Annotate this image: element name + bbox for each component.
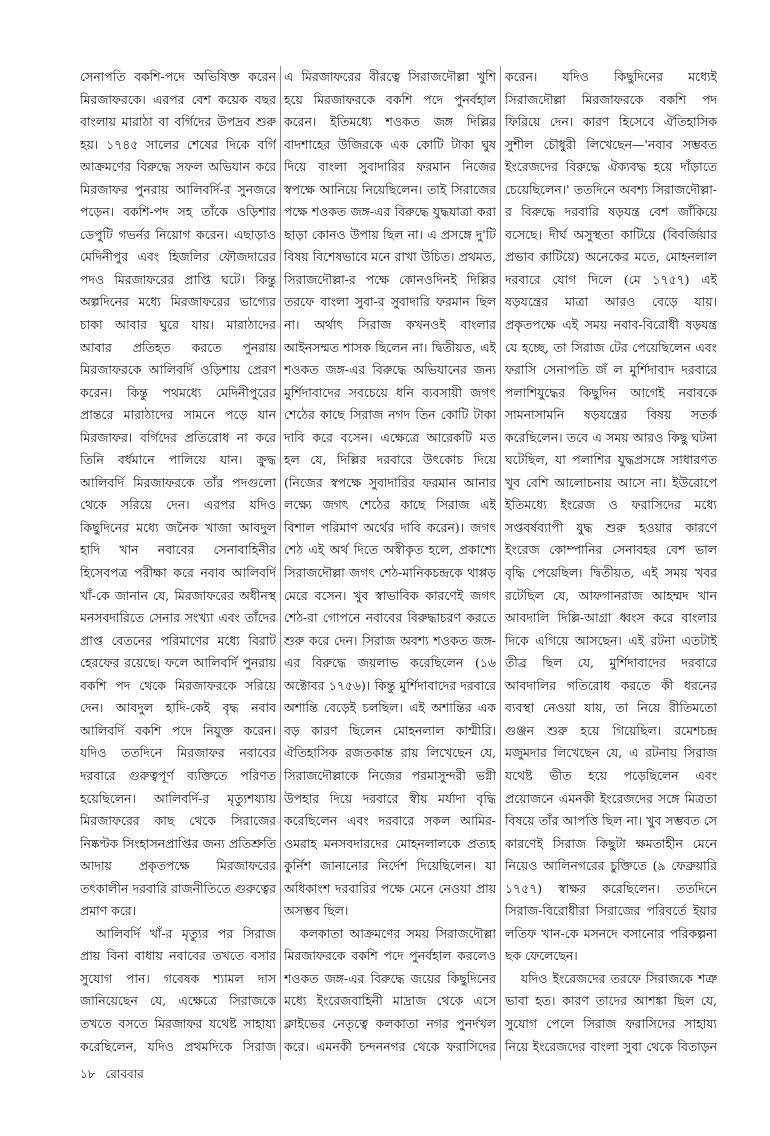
paragraph: এ মিরজাফরের বীরত্বে সিরাজদৌল্লা খুশি হয়ে মিরজাফরকে বকশি পদে পুনর্বহাল করেন। ইতিমধ্যে শওকত জঙ্গ দিল্লির বাদশাহের উজিরকে এক কোটি টাকা ঘুষ দিয়ে বাংলা সুবাদারির ফরমান নিজের স্বপক্ষে আনিয়ে নিয়েছিলেন। তাই সিরাজের পক্ষে শওকত জঙ্গ-এর বিরুদ্ধে যুদ্ধযাত্রা করা ছাড়া কোনও উপায় ছিল না। এ প্রসঙ্গে দু'টি বিষয় বিশেষভাবে মনে রাখা উচিত। প্রথমত, সিরাজদৌল্লা-র পক্ষে কোনওদিনই দিল্লির তরফে বাংলা সুবা-র সুবাদারি ফরমান ছিল না। অর্থাৎ সিরাজ কখনওই বাংলার আইনসম্মত শাসক ছিলেন না। দ্বিতীয়ত, এই শওকত জঙ্গ-এর বিরুদ্ধে অভিযানের জন্য মুর্শিদাবাদের সবচেয়ে ধনি ব্যবসায়ী জগৎ শেঠের কাছে সিরাজ নগদ তিন কোটি টাকা দাবি করে বসেন। এক্ষেত্রে আরেকটি মত হল যে, দিল্লির দরবারে উৎকোচ দিয়ে (নিজের স্বপক্ষে সুবাদারির ফরমান আনার লক্ষ্যে জগৎ শেঠের কাছে সিরাজ এই বিশাল পরিমাণ অর্থের দাবি করেন)। জগৎ শেঠ এই অর্থ দিতে অস্বীকৃত হলে, প্রকাশ্যে সিরাজদৌল্লা জগৎ শেঠ-মানিকচন্দ্রকে থাপ্পড় মেরে বসেন। খুব স্বাভাবিক কারণেই জগৎ শেঠ-রা গোপনে নবাবের বিরুদ্ধাচরণ করতে শুরু করে দেন। সিরাজ অবশ্য শওকত জঙ্গ-এর বিরুদ্ধে জয়লাভ করেছিলেন (১৬ অক্টোবর ১৭৫৬)। কিন্তু মুর্শিদাবাদের দরবারে অশান্তি বেড়েই চলছিল। এই অশান্তির এক বড় কারণ ছিলেন মোহনলাল কাশ্মীরি। ঐতিহাসিক রজতকান্ত রায় লিখেছেন যে, সিরাজদৌল্লাকে নিজের পরমাসুন্দরী ভগ্নী উপহার দিয়ে দরবারে স্বীয় মর্যাদা বৃদ্ধি করেছিলেন এবং দরবারে সকল আমির-ওমরাহ মনসবদারদের মোহনলালকে প্রত্যহ কুর্নিশ জানানোর নির্দেশ দিয়েছিলেন। যা অধিকাংশ দরবারির পক্ষে মেনে নেওয়া প্রায় অসম্ভব ছিল। xyxy=(284,69,496,919)
page-number: ১৮ xyxy=(80,1067,96,1081)
paragraph: করেন। যদিও কিছুদিনের মধ্যেই সিরাজদৌল্লা মিরজাফরকে বকশি পদ ফিরিয়ে দেন। কারণ হিসেবে ঐতিহাসিক সুশীল চৌধুরী লিখেছেন—'নবাব সম্ভবত ইংরেজদের বিরুদ্ধে ঐক্যবদ্ধ হয়ে দাঁড়াতে চেয়েছিলেন।' ততদিনে অবশ্য সিরাজদৌল্লা-র বিরুদ্ধে দরবারি ষড়যন্ত্র বেশ জাঁকিয়ে বসেছে। দীর্ঘ অসুস্থতা কাটিয়ে (বিবর্জিয়ার প্রভাব কাটিয়ে) অনেকের মতে, মোহনলাল দরবারে যোগ দিলে (মে ১৭৫৭) এই ষড়যন্ত্রের মাত্রা আরও বেড়ে যায়। প্রকৃতপক্ষে এই সময় নবাব-বিরোধী ষড়যন্ত্র যে হচ্ছে, তা সিরাজ টের পেয়েছিলেন এবং ফরাসি সেনাপতি জঁ ল মুর্শিদাবাদ দরবারে পলাশিযুদ্ধের কিছুদিন আগেই নবাবকে সামনাসামনি ষড়যন্ত্রের বিষয় সতর্ক করেছিলেন। তবে এ সময় আরও কিছু ঘটনা ঘটেছিল, যা পলাশির যুদ্ধপ্রসঙ্গে সাধারণত খুব বেশি আলোচনায় আসে না। ইউরোপে ইতিমধ্যে ইংরেজ ও ফরাসিদের মধ্যে সপ্তবর্ষব্যাপী যুদ্ধ শুরু হওয়ার কারণে ইংরেজ কোম্পানির সেনাবহর বেশ ভাল বৃদ্ধি পেয়েছিল। দ্বিতীয়ত, এই সময় খবর রটেছিল যে, আফগানরাজ আহম্মদ খান আবদালি দিল্লি-আগ্রা ধ্বংস করে বাংলার দিকে এগিয়ে আসছেন। এই রটনা এতটাই তীব্র ছিল যে, মুর্শিদাবাদের দরবারে আবদালির গতিরোধ করতে কী ধরনের ব্যবস্থা নেওয়া যায়, তা নিয়ে রীতিমতো গুঞ্জন শুরু হয়ে গিয়েছিল। রমেশচন্দ্র মজুমদার লিখেছেন যে, এ রটনায় সিরাজ যথেষ্ট ভীত হয়ে পড়েছিলেন এবং প্রয়োজনে এমনকী ইংরেজদের সঙ্গে মিত্রতা বিষয়ে তাঁর আপত্তি ছিল না। খুব সম্ভবত সে কারণেই সিরাজ কিছুটা ক্ষমতাহীন মেনে নিয়েও আলিনগরের চুক্তিতে (৯ ফেব্রুয়ারি ১৭৫৭) স্বাক্ষর করেছিলেন। ততদিনে সিরাজ-বিরোধীরা সিরাজের পরিবর্তে ইয়ার লতিফ খান-কে মসনদে বসানোর পরিকল্পনা ছক ফেলেছেন। xyxy=(505,69,717,964)
text-column-3 xyxy=(505,66,717,1060)
text-column-2 xyxy=(284,66,496,1060)
text-column-1 xyxy=(80,66,276,1060)
paragraph: আলিবর্দি খাঁ-র মৃত্যুর পর সিরাজ প্রায় বিনা বাধায় নবাবের তখতে বসার সুযোগ পান। গবেষক শ্যামল দাস জানিয়েছেন যে, এক্ষেত্রে সিরাজকে তখতে বসতে মিরজাফর যথেষ্ট সাহায্য করেছিলেন, যদিও প্রথমদিকে সিরাজ xyxy=(80,925,276,1054)
section-name: রোববার xyxy=(105,1067,144,1081)
paragraph: সেনাপতি বকশি-পদে অভিষিক্ত করেন মিরজাফরকে। এরপর বেশ কয়েক বছর বাংলায় মারাঠা বা বর্গিদের উপদ্রব শুরু হয়। ১৭৪৫ সালের শেষের দিকে বর্গি আক্রমণের বিরুদ্ধে সফল অভিযান করে মিরজাফর পুনরায় আলিবর্দি-র সুনজরে পড়েন। বকশি-পদ সহ তাঁকে ওড়িশার ডেপুটি গভর্নর নিয়োগ করেন। এছাড়াও মেদিনীপুর এবং হিজলির ফৌজদারের পদও মিরজাফরের প্রাপ্তি ঘটে। কিন্তু অল্পদিনের মধ্যে মিরজাফরের ভাগ্যের চাকা আবার ঘুরে যায়। মারাঠাদের আবার প্রতিহত করতে পুনরায় মিরজাফরকে আলিবর্দি ওড়িশায় প্রেরণ করেন। কিন্তু পথমধ্যে মেদিনীপুরের প্রান্তরে মারাঠাদের সামনে পড়ে যান মিরজাফর। বর্গিদের প্রতিরোধ না করে তিনি বর্ধমানে পালিয়ে যান। ক্রুদ্ধ আলিবর্দি মিরজাফরকে তাঁর পদগুলো থেকে সরিয়ে দেন। এরপর যদিও কিছুদিনের মধ্যে জনৈক খাজা আবদুল হাদি খান নবাবের সেনাবাহিনীর হিসেবপত্র পরীক্ষা করে নবাব আলিবর্দি খাঁ-কে জানান যে, মিরজাফরের অধীনস্থ মনসবদারিতে সেনার সংখ্যা এবং তাঁদের প্রাপ্ত বেতনের পরিমাণের মধ্যে বিরাট হেরফের রয়েছে। ফলে আলিবর্দি পুনরায় বকশি পদ থেকে মিরজাফরকে সরিয়ে দেন। আবদুল হাদি-কেই বৃদ্ধ নবাব আলিবর্দি বকশি পদে নিযুক্ত করেন। যদিও ততদিনে মিরজাফর নবাবের দরবারে গুরুত্বপূর্ণ ব্যক্তিতে পরিণত হয়েছিলেন। আলিবর্দি-র মৃত্যুশয্যায় মিরজাফরের কাছ থেকে সিরাজের নিষ্কণ্টক সিংহাসনপ্রাপ্তির জন্য প্রতিশ্রুতি আদায় প্রকৃতপক্ষে মিরজাফরের তৎকালীন দরবারি রাজনীতিতে গুরুত্বের প্রমাণ করে। xyxy=(80,69,276,919)
column-divider xyxy=(280,66,281,1060)
column-divider xyxy=(500,66,501,1060)
paragraph: যদিও ইংরেজদের তরফে সিরাজকে শত্রু ভাবা হত। কারণ তাদের আশঙ্কা ছিল যে, সুযোগ পেলে সিরাজ ফরাসিদের সাহায্য নিয়ে ইংরেজদের বাংলা সুবা থেকে বিতাড়ন xyxy=(505,970,717,1054)
page-footer xyxy=(80,1066,150,1082)
paragraph: কলকাতা আক্রমণের সময় সিরাজদৌল্লা মিরজাফরকে বকশি পদে পুনর্বহাল করলেও শওকত জঙ্গ-এর বিরুদ্ধে জয়ের কিছুদিনের মধ্যে ইংরেজবাহিনী মাদ্রাজ থেকে এসে ক্লাইভের নেতৃত্বে কলকাতা নগর পুনর্দখল করে। এমনকী চন্দননগর থেকে ফরাসিদের xyxy=(284,925,496,1054)
